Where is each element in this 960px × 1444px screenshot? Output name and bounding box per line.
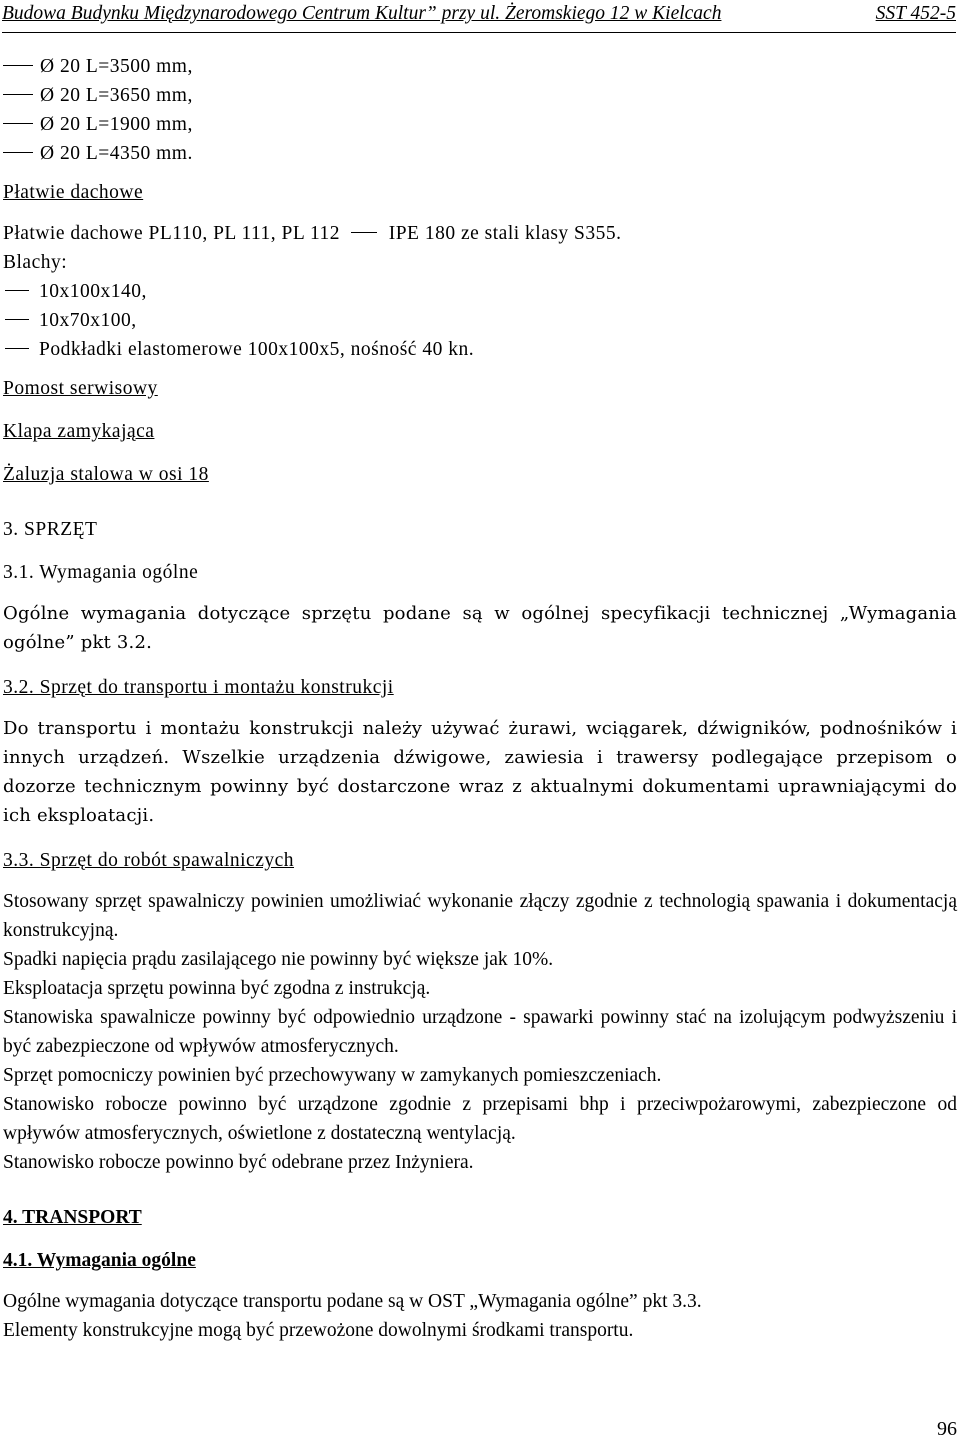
list-item: 10x70x100, — [3, 306, 957, 335]
list-item: Podkładki elastomerowe 100x100x5, nośność 40 kn. — [3, 335, 957, 364]
paragraph: Sprzęt pomocniczy powinien być przechowywany w zamykanych pomieszczeniach. — [3, 1065, 662, 1086]
list-item: 10x100x140, — [3, 277, 957, 306]
section-heading: 3.2. Sprzęt do transportu i montażu konstrukcji — [3, 677, 394, 698]
dash-bullet-icon — [5, 290, 29, 292]
section-heading: Żaluzja stalowa w osi 18 — [3, 464, 209, 485]
paragraph: Eksploatacja sprzętu powinna być zgodna z instrukcją. — [3, 978, 431, 999]
paragraph: Ogólne wymagania dotyczące transportu podane są w OST „Wymagania ogólne” pkt 3.3. — [3, 1291, 702, 1312]
page-number: 96 — [937, 1418, 957, 1440]
dash-bullet-icon — [3, 65, 33, 67]
dash-bullet-icon — [3, 123, 33, 125]
dash-bullet-icon — [3, 152, 33, 154]
dash-bullet-icon — [5, 319, 29, 321]
dash-bullet-icon — [5, 348, 29, 350]
list-item: Ø 20 L=3650 mm, — [3, 81, 957, 110]
section-heading: Płatwie dachowe — [3, 182, 144, 203]
paragraph: Stanowisko robocze powinno być urządzone zgodnie z przepisami bhp i przeciwpożarowymi, zabezpieczone od wpływów atmosferycznych, oświetlone z dostateczną wentylacją. — [3, 1094, 957, 1144]
paragraph: Spadki napięcia prądu zasilającego nie powinny być większe jak 10%. — [3, 949, 554, 970]
section-heading: 4.1. Wymagania ogólne — [3, 1250, 196, 1271]
paragraph-group — [3, 1287, 957, 1345]
spec-code: SST 452-5 — [875, 3, 956, 24]
list-item: Ø 20 L=4350 mm. — [3, 139, 957, 168]
document-body — [3, 52, 957, 1345]
chapter-heading: 3. SPRZĘT — [3, 519, 98, 540]
list-item: Ø 20 L=3500 mm, — [3, 52, 957, 81]
chapter-heading: 4. TRANSPORT — [3, 1207, 142, 1228]
list-item: Ø 20 L=1900 mm, — [3, 110, 957, 139]
section-heading: Pomost serwisowy — [3, 378, 158, 399]
paragraph: Stosowany sprzęt spawalniczy powinien umożliwiać wykonanie złączy zgodnie z technologią spawania i dokumentacją konstrukcyjną. — [3, 891, 957, 941]
paragraph: Do transportu i montażu konstrukcji należy używać żurawi, wciągarek, dźwigników, podnośników i innych urządzeń. Wszelkie urządzenia dźwigowe, zawiesia i trawersy podlegające przepisom o dozorze technicznym powinny być dostarczone wraz z aktualnymi dokumentami uprawniającymi do ich eksploatacji. — [3, 718, 957, 826]
paragraph: Płatwie dachowe PL110, PL 111, PL 112 IPE 180 ze stali klasy S355. — [3, 223, 622, 244]
paragraph: Elementy konstrukcyjne mogą być przewożone dowolnymi środkami transportu. — [3, 1320, 634, 1341]
document-title: Budowa Budynku Międzynarodowego Centrum Kultur” przy ul. Żeromskiego 12 w Kielcach — [2, 3, 722, 24]
section-heading: 3.3. Sprzęt do robót spawalniczych — [3, 850, 295, 871]
page-header — [2, 2, 956, 33]
paragraph-group — [3, 887, 957, 1177]
paragraph: Stanowisko robocze powinno być odebrane przez Inżyniera. — [3, 1152, 474, 1173]
dash-bullet-icon — [3, 94, 33, 96]
paragraph: Ogólne wymagania dotyczące sprzętu podane są w ogólnej specyfikacji technicznej „Wymagania ogólne” pkt 3.2. — [3, 603, 957, 653]
paragraph: Blachy: — [3, 252, 68, 273]
dash-icon — [351, 232, 377, 234]
section-heading: 3.1. Wymagania ogólne — [3, 562, 199, 583]
paragraph: Stanowiska spawalnicze powinny być odpowiednio urządzone - spawarki powinny stać na izolującym podwyższeniu i być zabezpieczone od wpływów atmosferycznych. — [3, 1007, 957, 1057]
section-heading: Klapa zamykająca — [3, 421, 155, 442]
